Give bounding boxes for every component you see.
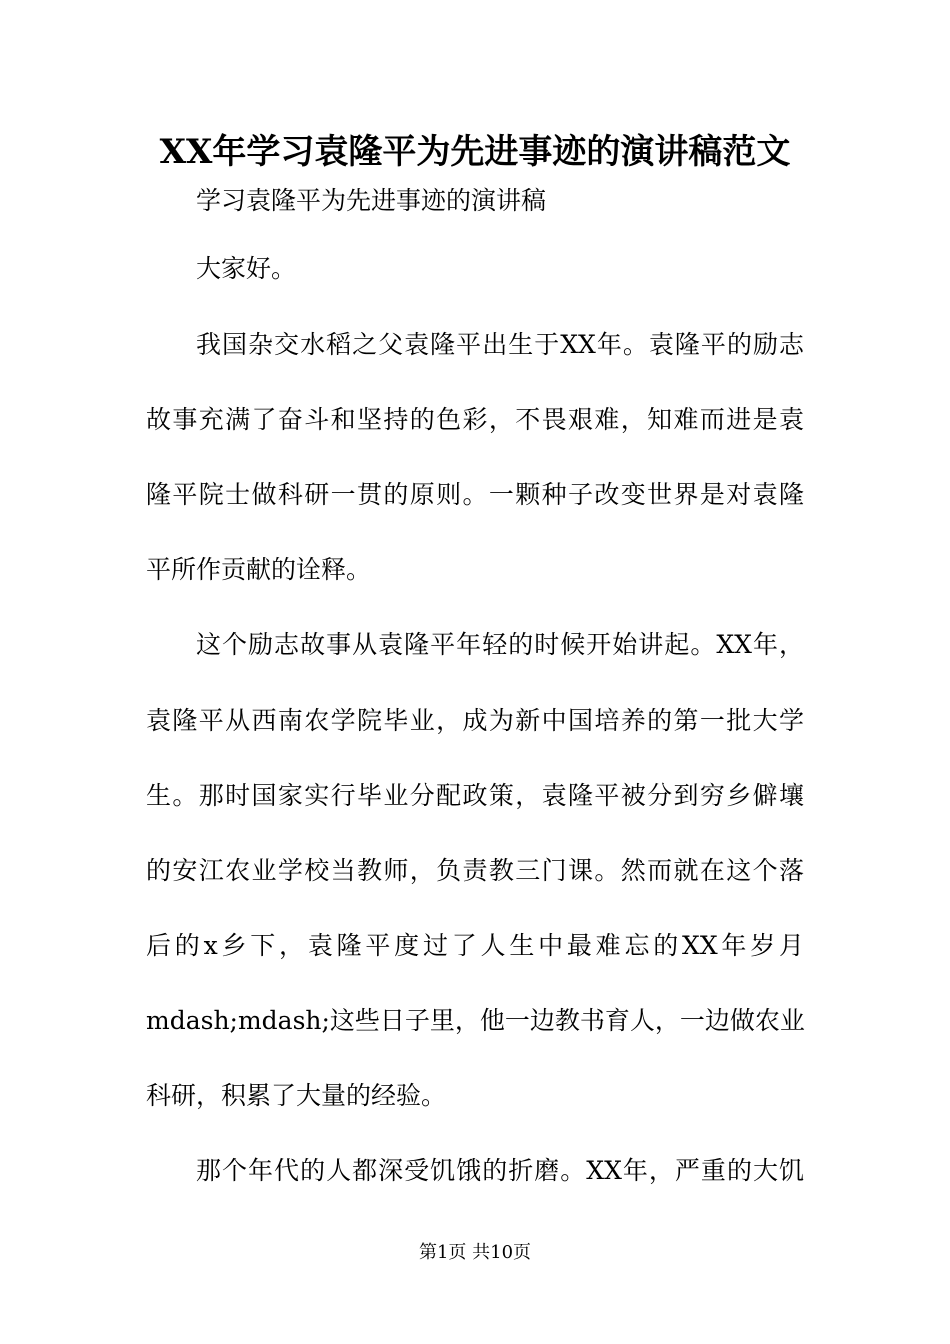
- text-line: 平所作贡献的诠释。: [146, 555, 372, 584]
- text-line: 后的x乡下，袁隆平度过了人生中最难忘的XX年岁月: [146, 931, 804, 960]
- text-line-subtitle: 学习袁隆平为先进事迹的演讲稿: [196, 186, 547, 215]
- text-line: 那个年代的人都深受饥饿的折磨。XX年，严重的大饥: [196, 1156, 804, 1185]
- text-line-greeting: 大家好。: [196, 254, 297, 283]
- text-line: 的安江农业学校当教师，负责教三门课。然而就在这个落: [146, 856, 804, 885]
- text-line: mdash;mdash;这些日子里，他一边教书育人，一边做农业: [146, 1006, 805, 1035]
- text-line: 隆平院士做科研一贯的原则。一颗种子改变世界是对袁隆: [146, 480, 804, 509]
- page-footer: 第1页 共10页: [418, 1242, 532, 1263]
- text-line: 这个励志故事从袁隆平年轻的时候开始讲起。XX年，: [196, 630, 804, 659]
- text-line: 生。那时国家实行毕业分配政策，袁隆平被分到穷乡僻壤: [146, 781, 804, 810]
- document-title: XX年学习袁隆平为先进事迹的演讲稿范文: [159, 132, 791, 172]
- text-line: 我国杂交水稻之父袁隆平出生于XX年。袁隆平的励志: [196, 330, 804, 359]
- text-line: 袁隆平从西南农学院毕业，成为新中国培养的第一批大学: [146, 706, 804, 735]
- text-line: 科研，积累了大量的经验。: [146, 1081, 447, 1110]
- text-line: 故事充满了奋斗和坚持的色彩，不畏艰难，知难而进是袁: [146, 405, 804, 434]
